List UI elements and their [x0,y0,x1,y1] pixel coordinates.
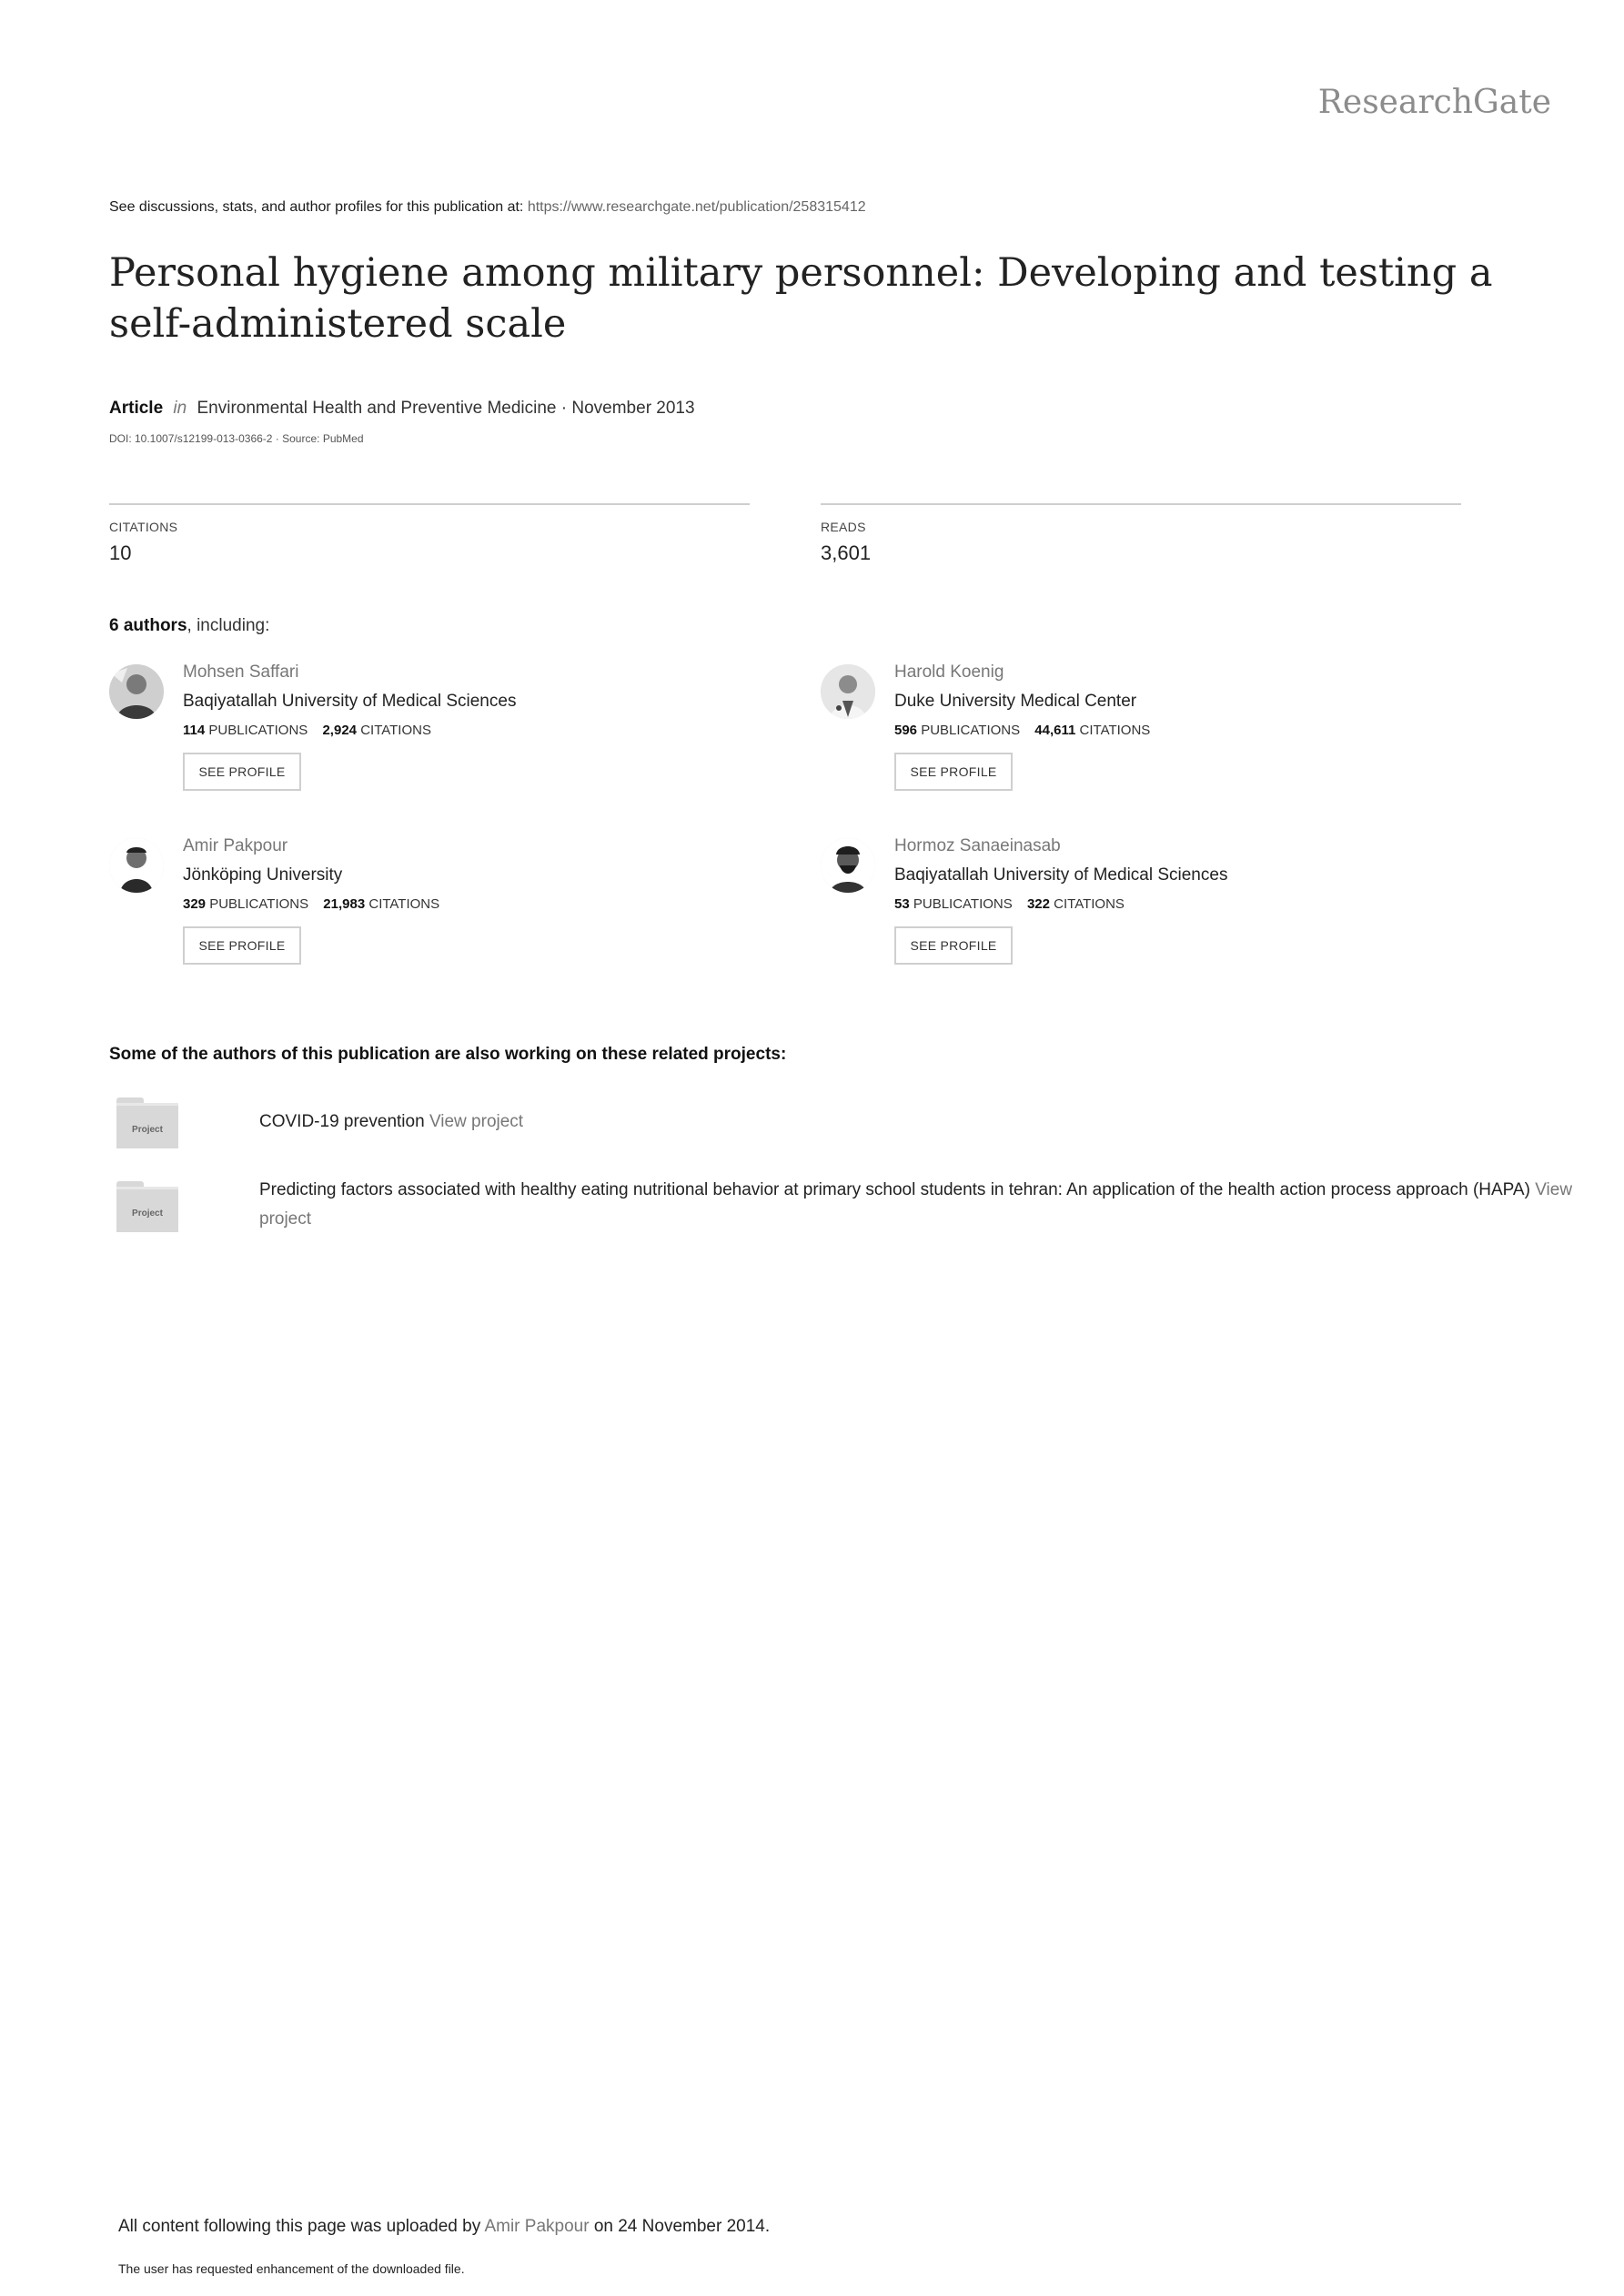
author-stats [183,723,516,738]
authors-suffix: , including: [187,616,270,635]
profile-notice [109,199,866,216]
publication-meta [109,399,695,419]
profile-notice-text: See discussions, stats, and author profiles for this publication at: [109,199,524,215]
author-citations-label: CITATIONS [360,723,431,738]
author-name-link[interactable]: Hormoz Sanaeinasab [894,836,1061,855]
view-project-link[interactable]: View project [429,1112,524,1131]
author-avatar[interactable] [109,838,164,893]
publication-url-link[interactable]: https://www.researchgate.net/publication/258315412 [527,199,866,215]
author-citations-count: 44,611 [1034,723,1076,738]
author-publications-label: PUBLICATIONS [209,896,309,912]
author-publications-label: PUBLICATIONS [913,896,1013,912]
upload-notice [118,2217,770,2237]
author-name-link[interactable]: Amir Pakpour [183,836,288,855]
researchgate-logo[interactable]: ResearchGate [1317,84,1551,121]
see-profile-button[interactable]: SEE PROFILE [894,753,1013,791]
project-title: COVID-19 prevention [259,1112,425,1131]
author-citations-count: 21,983 [323,896,366,912]
author-publications-label: PUBLICATIONS [921,723,1021,738]
author-publications-label: PUBLICATIONS [208,723,308,738]
author-avatar[interactable] [821,664,875,719]
see-profile-button[interactable]: SEE PROFILE [183,926,301,965]
project-icon-label: Project [132,1125,163,1135]
author-stats [894,723,1150,738]
enhancement-note: The user has requested enhancement of the downloaded file. [118,2261,465,2276]
author-citations-label: CITATIONS [1079,723,1151,738]
author-publications-count: 53 [894,896,910,912]
author-publications-count: 114 [183,723,206,738]
in-word: in [173,399,187,418]
publication-type: Article [109,399,164,418]
author-institution: Baqiyatallah University of Medical Sciences [894,865,1228,885]
author-citations-label: CITATIONS [1054,896,1125,912]
author-avatar[interactable] [821,838,875,893]
view-project-link[interactable]: View project [259,1180,1573,1229]
project-icon-label: Project [132,1209,163,1219]
citations-label: CITATIONS [109,520,178,534]
author-name-link[interactable]: Mohsen Saffari [183,663,299,682]
author-citations-count: 2,924 [322,723,358,738]
see-profile-button[interactable]: SEE PROFILE [894,926,1013,965]
author-name-link[interactable]: Harold Koenig [894,663,1004,682]
author-avatar[interactable] [109,664,164,719]
reads-label: READS [821,520,866,534]
author-institution: Jönköping University [183,865,343,885]
author-stats [183,896,439,912]
reads-stat [821,503,1461,565]
authors-count: 6 authors [109,616,187,635]
author-publications-count: 596 [894,723,918,738]
projects-heading: Some of the authors of this publication are also working on these related projects: [109,1045,787,1064]
project-text [259,1176,1588,1234]
project-text [259,1108,1588,1137]
reads-value: 3,601 [821,541,872,564]
publication-venue[interactable]: Environmental Health and Preventive Medicine · November 2013 [197,399,695,418]
project-title: Predicting factors associated with healthy eating nutritional behavior at primary school students in tehran: An application of the health action process approach (HAPA) [259,1180,1530,1199]
upload-prefix: All content following this page was uploaded by [118,2217,481,2236]
project-folder-icon[interactable] [116,1181,178,1232]
author-stats [894,896,1227,912]
author-institution: Duke University Medical Center [894,692,1137,711]
citations-value: 10 [109,541,132,564]
uploader-link[interactable]: Amir Pakpour [484,2217,590,2236]
author-citations-label: CITATIONS [368,896,440,912]
publication-title: Personal hygiene among military personnel: Developing and testing a self-administered scale [109,250,1493,347]
upload-suffix: on 24 November 2014. [593,2217,771,2236]
see-profile-button[interactable]: SEE PROFILE [183,753,301,791]
author-publications-count: 329 [183,896,207,912]
authors-heading [109,616,269,636]
citations-stat [109,503,750,565]
author-citations-count: 322 [1026,896,1050,912]
project-folder-icon[interactable] [116,1097,178,1148]
doi-line: DOI: 10.1007/s12199-013-0366-2 · Source: PubMed [109,432,364,445]
author-institution: Baqiyatallah University of Medical Sciences [183,692,517,711]
